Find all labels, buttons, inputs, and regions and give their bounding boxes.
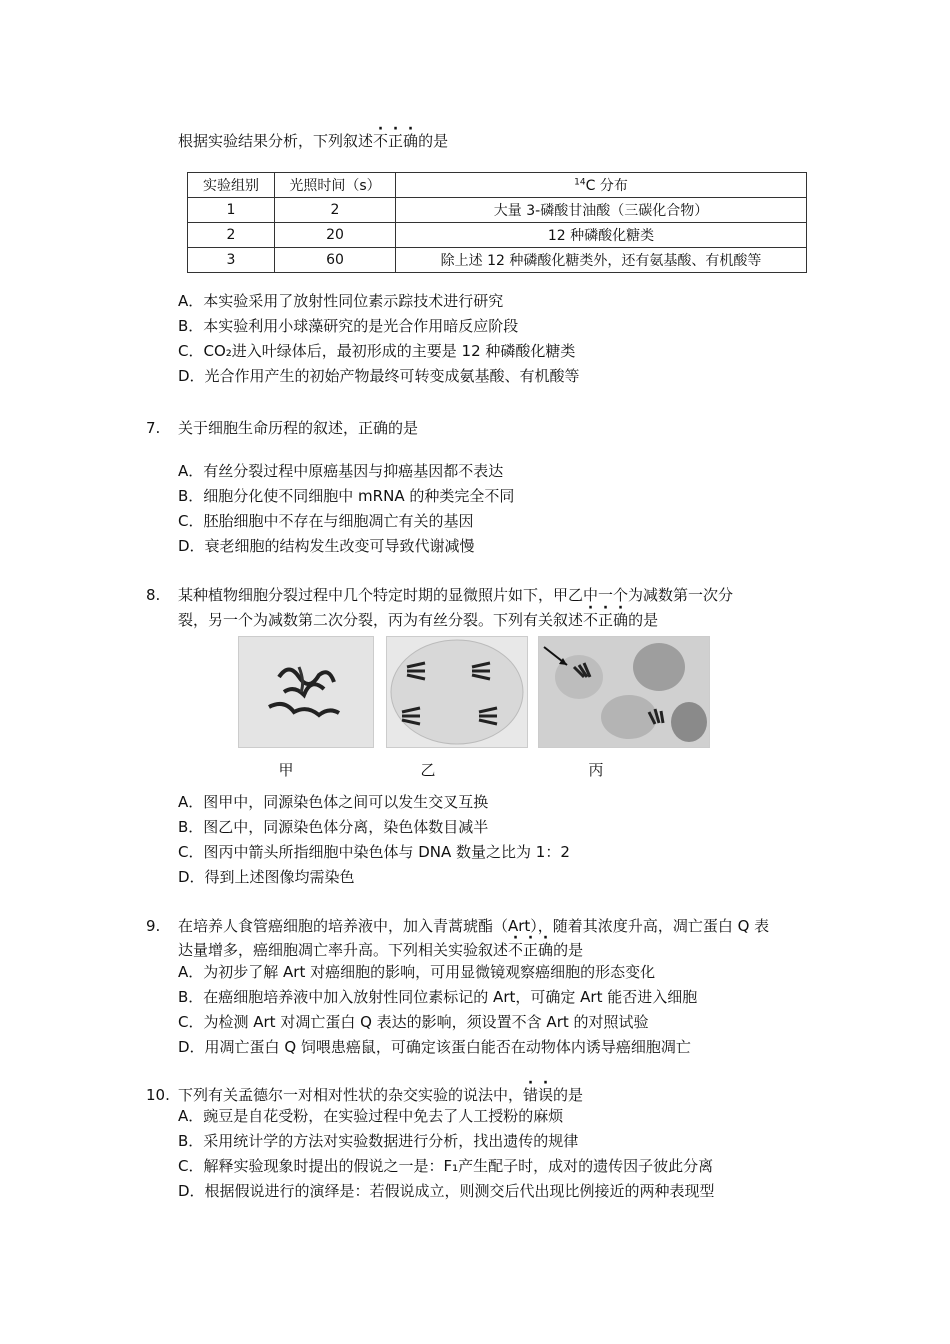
table-cell: 3 (188, 248, 275, 273)
emphasis-char: 不 (373, 132, 389, 150)
table-header: 实验组别 (188, 173, 275, 198)
q9-option-b: B．在癌细胞培养液中加入放射性同位素标记的 Art，可确定 Art 能否进入细胞 (178, 988, 698, 1006)
q9-stem-line1: 在培养人食管癌细胞的培养液中，加入青蒿琥酯（Art），随着其浓度升高，凋亡蛋白 Q 表 (178, 917, 770, 935)
intro-line (178, 131, 448, 151)
q10-option-a: A．豌豆是自花受粉，在实验过程中免去了人工授粉的麻烦 (178, 1107, 564, 1125)
q10-stem (178, 1085, 583, 1105)
table-cell: 大量 3-磷酸甘油酸（三碳化合物） (396, 198, 807, 223)
image-label-jia: 甲 (278, 761, 294, 779)
intro-text-end: 的是 (418, 132, 449, 150)
q10-option-c: C．解释实验现象时提出的假说之一是：F₁产生配子时，成对的遗传因子彼此分离 (178, 1157, 714, 1175)
table-row (188, 248, 807, 273)
q9-stem-text-end: 的是 (553, 941, 584, 959)
question-number: 10. (146, 1086, 170, 1104)
table-cell: 2 (275, 198, 396, 223)
emphasis-char: 错 (523, 1086, 539, 1104)
q9-stem-line2 (178, 940, 583, 960)
q7-option-a: A．有丝分裂过程中原癌基因与抑癌基因都不表达 (178, 462, 504, 480)
q8-option-b: B．图乙中，同源染色体分离，染色体数目减半 (178, 818, 489, 836)
q10-option-b: B．采用统计学的方法对实验数据进行分析，找出遗传的规律 (178, 1132, 579, 1150)
table-header-row (188, 173, 807, 198)
q8-option-a: A．图甲中，同源染色体之间可以发生交叉互换 (178, 793, 489, 811)
experiment-table (187, 172, 807, 273)
q6-option-b: B．本实验利用小球藻研究的是光合作用暗反应阶段 (178, 317, 519, 335)
q7-option-d: D．衰老细胞的结构发生改变可导致代谢减慢 (178, 537, 475, 555)
q9-option-d: D．用凋亡蛋白 Q 饲喂患癌鼠，可确定该蛋白能否在动物体内诱导癌细胞凋亡 (178, 1038, 691, 1056)
question-number: 7. (146, 419, 161, 437)
emphasis-char: 正 (388, 132, 404, 150)
q9-option-c: C．为检测 Art 对凋亡蛋白 Q 表达的影响，须设置不含 Art 的对照试验 (178, 1013, 649, 1031)
table-header: 光照时间（s） (275, 173, 396, 198)
table-row (188, 223, 807, 248)
emphasis-char: 不 (508, 941, 524, 959)
table-cell: 12 种磷酸化糖类 (396, 223, 807, 248)
q8-stem-line1: 某种植物细胞分裂过程中几个特定时期的显微照片如下，甲乙中一个为减数第一次分 (178, 586, 734, 604)
chromosome-figure-bing (539, 637, 709, 747)
q7-stem: 关于细胞生命历程的叙述，正确的是 (178, 419, 419, 437)
q8-option-c: C．图丙中箭头所指细胞中染色体与 DNA 数量之比为 1：2 (178, 843, 570, 861)
q8-stem-text: 裂，另一个为减数第二次分裂，丙为有丝分裂。下列有关叙述 (178, 611, 584, 629)
image-label-yi: 乙 (420, 761, 436, 779)
q8-stem-text-end: 的是 (628, 611, 659, 629)
isotope-superscript: 14 (574, 177, 586, 188)
chromosome-figure-jia (239, 637, 373, 747)
question-number: 8. (146, 586, 161, 604)
emphasis-char: 误 (538, 1086, 554, 1104)
table-cell: 20 (275, 223, 396, 248)
table-header (396, 173, 807, 198)
table-header-label: C 分布 (585, 178, 628, 194)
micrograph-jia (238, 636, 374, 748)
q6-option-a: A．本实验采用了放射性同位素示踪技术进行研究 (178, 292, 504, 310)
table-cell: 60 (275, 248, 396, 273)
micrograph-bing (538, 636, 710, 748)
table-cell: 除上述 12 种磷酸化糖类外，还有氨基酸、有机酸等 (396, 248, 807, 273)
q10-stem-text-end: 的是 (553, 1086, 584, 1104)
q6-option-d: D．光合作用产生的初始产物最终可转变成氨基酸、有机酸等 (178, 367, 580, 385)
q6-option-c: C．CO₂进入叶绿体后，最初形成的主要是 12 种磷酸化糖类 (178, 342, 576, 360)
q8-option-d: D．得到上述图像均需染色 (178, 868, 355, 886)
question-number: 9. (146, 917, 161, 935)
intro-text: 根据实验结果分析，下列叙述 (178, 132, 374, 150)
q9-stem-text: 达量增多，癌细胞凋亡率升高。下列相关实验叙述 (178, 941, 509, 959)
emphasis-char: 确 (403, 132, 419, 150)
emphasis-char: 正 (523, 941, 539, 959)
emphasis-char: 确 (538, 941, 554, 959)
emphasis-char: 正 (598, 611, 614, 629)
emphasis-char: 不 (583, 611, 599, 629)
table-cell: 1 (188, 198, 275, 223)
emphasis-char: 确 (613, 611, 629, 629)
table-row (188, 198, 807, 223)
image-label-bing: 丙 (588, 761, 604, 779)
micrograph-yi (386, 636, 528, 748)
q7-option-b: B．细胞分化使不同细胞中 mRNA 的种类完全不同 (178, 487, 515, 505)
q10-option-d: D．根据假说进行的演绎是：若假说成立，则测交后代出现比例接近的两种表现型 (178, 1182, 715, 1200)
q7-option-c: C．胚胎细胞中不存在与细胞凋亡有关的基因 (178, 512, 474, 530)
q9-option-a: A．为初步了解 Art 对癌细胞的影响，可用显微镜观察癌细胞的形态变化 (178, 963, 656, 981)
chromosome-figure-yi (387, 637, 527, 747)
q8-stem-line2 (178, 610, 658, 630)
q10-stem-text: 下列有关孟德尔一对相对性状的杂交实验的说法中， (178, 1086, 524, 1104)
table-cell: 2 (188, 223, 275, 248)
